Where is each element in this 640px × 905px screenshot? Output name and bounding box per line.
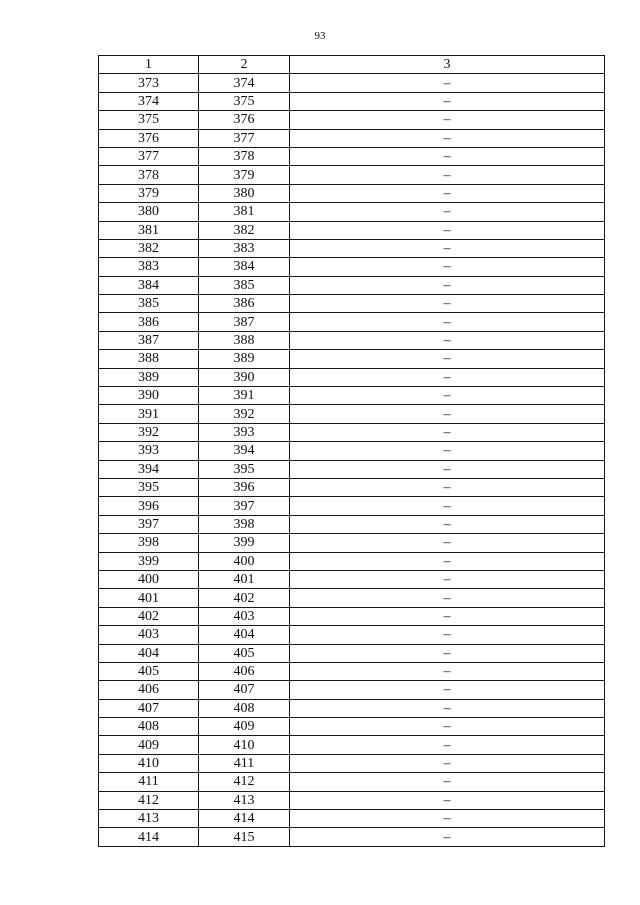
table-row [99,111,605,129]
table-cell-col-2: 407 [199,681,290,699]
table-cell-col-1: 411 [99,773,199,791]
table-cell-col-1: 407 [99,699,199,717]
table-row [99,442,605,460]
table-cell-col-2: 398 [199,515,290,533]
page-number: 93 [314,30,326,42]
table-cell-col-3: – [290,718,605,736]
table-cell-col-1: 379 [99,184,199,202]
table-row [99,681,605,699]
table-cell-col-3: – [290,184,605,202]
table-cell-col-3: – [290,791,605,809]
table-cell-col-3: – [290,405,605,423]
table-cell-col-2: 413 [199,791,290,809]
table-row [99,74,605,92]
table-cell-col-1: 377 [99,147,199,165]
table-cell-col-3: – [290,147,605,165]
table-row [99,405,605,423]
table-cell-col-3: – [290,239,605,257]
table-row [99,350,605,368]
table-cell-col-2: 412 [199,773,290,791]
table-cell-col-1: 387 [99,331,199,349]
table-row [99,626,605,644]
table-cell-col-2: 406 [199,662,290,680]
table-row [99,791,605,809]
table-row [99,644,605,662]
table-row [99,92,605,110]
table-cell-col-2: 385 [199,276,290,294]
table-row [99,699,605,717]
table-cell-col-2: 404 [199,626,290,644]
table-cell-col-1: 388 [99,350,199,368]
table-cell-col-3: – [290,662,605,680]
table-row [99,570,605,588]
table-cell-col-2: 415 [199,828,290,846]
table-cell-col-1: 385 [99,295,199,313]
data-table [98,55,605,847]
table-cell-col-3: – [290,754,605,772]
table-row [99,736,605,754]
table-row [99,497,605,515]
table-cell-col-1: 382 [99,239,199,257]
table-row [99,552,605,570]
table-cell-col-2: 377 [199,129,290,147]
table-cell-col-2: 384 [199,258,290,276]
table-row [99,368,605,386]
table-cell-col-2: 401 [199,570,290,588]
table-row [99,331,605,349]
table-cell-col-2: 402 [199,589,290,607]
table-cell-col-3: – [290,626,605,644]
table-cell-col-3: – [290,387,605,405]
table-cell-col-2: 383 [199,239,290,257]
table-row [99,166,605,184]
table-row [99,184,605,202]
table-cell-col-2: 396 [199,478,290,496]
column-header-3: 3 [290,56,605,74]
header-row [99,56,605,74]
table-cell-col-2: 395 [199,460,290,478]
table-cell-col-1: 396 [99,497,199,515]
table-cell-col-3: – [290,478,605,496]
table-cell-col-2: 411 [199,754,290,772]
table-row [99,313,605,331]
table-cell-col-1: 405 [99,662,199,680]
table-row [99,129,605,147]
table-cell-col-1: 386 [99,313,199,331]
table-cell-col-3: – [290,350,605,368]
table-cell-col-2: 386 [199,295,290,313]
table-cell-col-2: 399 [199,534,290,552]
table-row [99,221,605,239]
table-cell-col-1: 395 [99,478,199,496]
table-cell-col-3: – [290,699,605,717]
table-cell-col-1: 403 [99,626,199,644]
table-cell-col-1: 389 [99,368,199,386]
table-row [99,295,605,313]
table-cell-col-2: 378 [199,147,290,165]
table-cell-col-3: – [290,497,605,515]
table-cell-col-3: – [290,295,605,313]
table-cell-col-2: 390 [199,368,290,386]
table-row [99,387,605,405]
table-row [99,754,605,772]
table-cell-col-1: 397 [99,515,199,533]
table-cell-col-2: 388 [199,331,290,349]
table-cell-col-3: – [290,810,605,828]
table-cell-col-1: 409 [99,736,199,754]
table-cell-col-2: 403 [199,607,290,625]
column-header-2: 2 [199,56,290,74]
table-cell-col-3: – [290,552,605,570]
table-cell-col-1: 391 [99,405,199,423]
table-row [99,607,605,625]
table-cell-col-1: 384 [99,276,199,294]
table-cell-col-2: 376 [199,111,290,129]
table-cell-col-2: 382 [199,221,290,239]
table-row [99,773,605,791]
table-cell-col-1: 400 [99,570,199,588]
table-cell-col-2: 397 [199,497,290,515]
table-cell-col-1: 381 [99,221,199,239]
table-cell-col-1: 390 [99,387,199,405]
table-cell-col-2: 392 [199,405,290,423]
table-cell-col-1: 373 [99,74,199,92]
table-row [99,810,605,828]
table-cell-col-3: – [290,129,605,147]
table-cell-col-2: 409 [199,718,290,736]
table-cell-col-2: 405 [199,644,290,662]
table-cell-col-3: – [290,111,605,129]
table-cell-col-1: 376 [99,129,199,147]
table-cell-col-2: 380 [199,184,290,202]
table-cell-col-2: 394 [199,442,290,460]
table-cell-col-3: – [290,736,605,754]
table-cell-col-1: 380 [99,203,199,221]
table-row [99,203,605,221]
table-cell-col-1: 413 [99,810,199,828]
table-cell-col-1: 408 [99,718,199,736]
table-cell-col-3: – [290,203,605,221]
table-cell-col-3: – [290,644,605,662]
table-cell-col-3: – [290,92,605,110]
table-cell-col-1: 398 [99,534,199,552]
table-cell-col-3: – [290,607,605,625]
table-cell-col-1: 375 [99,111,199,129]
table-cell-col-3: – [290,331,605,349]
table-cell-col-3: – [290,423,605,441]
table-cell-col-1: 374 [99,92,199,110]
table-cell-col-3: – [290,570,605,588]
table-cell-col-3: – [290,681,605,699]
table-row [99,460,605,478]
table-cell-col-3: – [290,221,605,239]
table-cell-col-1: 392 [99,423,199,441]
table-cell-col-1: 404 [99,644,199,662]
table-cell-col-2: 410 [199,736,290,754]
table-row [99,828,605,846]
table-cell-col-2: 374 [199,74,290,92]
table-cell-col-3: – [290,515,605,533]
table-cell-col-1: 410 [99,754,199,772]
table-cell-col-3: – [290,460,605,478]
table-cell-col-3: – [290,313,605,331]
table-cell-col-2: 375 [199,92,290,110]
table-row [99,239,605,257]
table-cell-col-2: 391 [199,387,290,405]
table-cell-col-1: 414 [99,828,199,846]
table-header [99,56,605,74]
table-cell-col-1: 383 [99,258,199,276]
table-cell-col-3: – [290,368,605,386]
table-cell-col-3: – [290,442,605,460]
table-row [99,258,605,276]
table-cell-col-1: 402 [99,607,199,625]
table-row [99,147,605,165]
table-row [99,534,605,552]
table-body [99,74,605,846]
table-row [99,589,605,607]
table-cell-col-2: 414 [199,810,290,828]
table-cell-col-2: 387 [199,313,290,331]
table-cell-col-2: 379 [199,166,290,184]
table-cell-col-2: 381 [199,203,290,221]
table-cell-col-2: 389 [199,350,290,368]
table-row [99,718,605,736]
table-cell-col-3: – [290,589,605,607]
table-cell-col-1: 412 [99,791,199,809]
table-cell-col-1: 401 [99,589,199,607]
table-row [99,276,605,294]
table-cell-col-3: – [290,773,605,791]
table-cell-col-3: – [290,534,605,552]
table-cell-col-3: – [290,276,605,294]
table-cell-col-3: – [290,166,605,184]
column-header-1: 1 [99,56,199,74]
table-row [99,515,605,533]
table-cell-col-1: 406 [99,681,199,699]
table-cell-col-3: – [290,828,605,846]
table-cell-col-2: 408 [199,699,290,717]
table-cell-col-2: 400 [199,552,290,570]
table-row [99,662,605,680]
table-cell-col-3: – [290,258,605,276]
table-cell-col-2: 393 [199,423,290,441]
table-row [99,478,605,496]
table-cell-col-3: – [290,74,605,92]
table-row [99,423,605,441]
table-cell-col-1: 399 [99,552,199,570]
table-cell-col-1: 394 [99,460,199,478]
table-cell-col-1: 393 [99,442,199,460]
table-cell-col-1: 378 [99,166,199,184]
